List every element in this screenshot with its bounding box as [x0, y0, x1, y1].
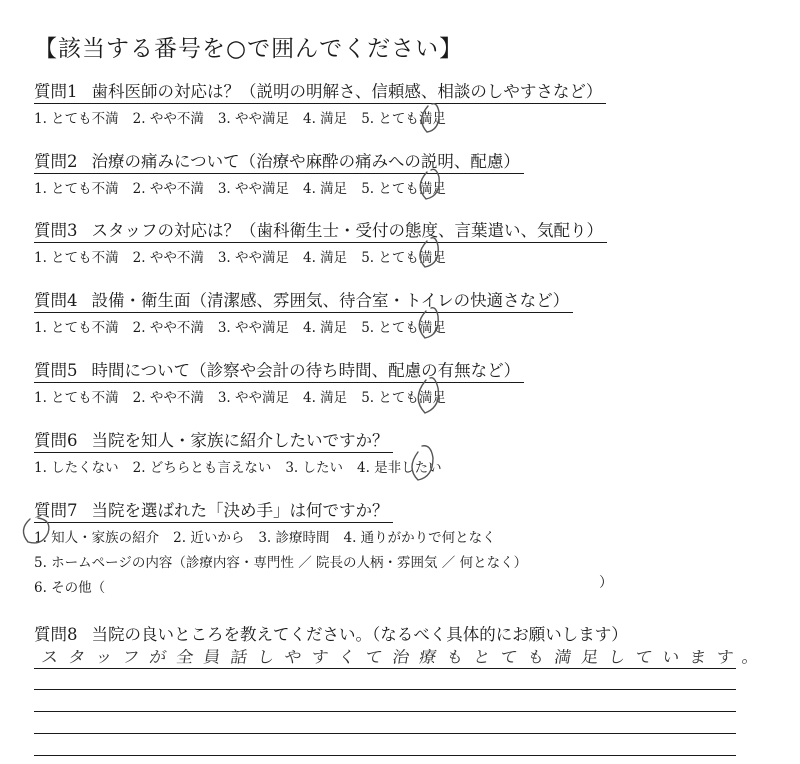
answer-line — [34, 689, 736, 690]
question-title: 質問5 時間について（診察や会計の待ち時間、配慮の有無など） — [34, 357, 524, 383]
question-title: 質問1 歯科医師の対応は？（説明の明解さ、信頼感、相談のしやすさなど） — [34, 78, 606, 104]
answer-options[interactable]: 1. とても不満 2. やや不満 3. やや満足 4. 満足 5. とても満足 — [34, 250, 446, 266]
answer-line — [34, 733, 736, 734]
answer-options-line-3[interactable]: 6. その他（ — [34, 580, 106, 596]
question-4 — [34, 287, 573, 336]
question-title: 質問7 当院を選ばれた「決め手」は何ですか？ — [34, 497, 393, 523]
question-5 — [34, 357, 524, 406]
answer-options-line-2[interactable]: 5. ホームページの内容（診療内容・専門性 ／ 院長の人柄・雰囲気 ／ 何となく） — [34, 555, 528, 571]
answer-options[interactable]: 1. 知人・家族の紹介 2. 近いから 3. 診療時間 4. 通りがかりで何となく — [34, 530, 496, 546]
question-title: 質問8 当院の良いところを教えてください。（なるべく具体的にお願いします） — [34, 625, 628, 644]
question-7 — [34, 497, 541, 596]
other-close-paren: ） — [599, 575, 613, 591]
answer-options[interactable]: 1. とても不満 2. やや不満 3. やや満足 4. 満足 5. とても満足 — [34, 181, 446, 197]
answer-options[interactable]: 1. とても不満 2. やや不満 3. やや満足 4. 満足 5. とても満足 — [34, 111, 446, 127]
answer-line — [34, 711, 736, 712]
answer-options[interactable]: 1. とても不満 2. やや不満 3. やや満足 4. 満足 5. とても満足 — [34, 320, 446, 336]
answer-line — [34, 755, 736, 756]
question-1 — [34, 78, 606, 127]
form-heading: 【該当する番号を○で囲んでください】 — [34, 36, 464, 62]
answer-options[interactable]: 1. したくない 2. どちらとも言えない 3. したい 4. 是非したい — [34, 460, 442, 476]
question-title: 質問4 設備・衛生面（清潔感、雰囲気、待合室・トイレの快適さなど） — [34, 287, 573, 313]
question-title: 質問3 スタッフの対応は？（歯科衛生士・受付の態度、言葉遣い、気配り） — [34, 217, 607, 243]
question-8 — [34, 621, 632, 646]
question-title: 質問2 治療の痛みについて（治療や麻酔の痛みへの説明、配慮） — [34, 148, 524, 174]
question-2 — [34, 148, 524, 197]
question-6 — [34, 427, 456, 476]
handwritten-answer[interactable]: スタッフが全員話しやすくて治療もとても満足しています。 — [40, 648, 771, 667]
question-3 — [34, 217, 607, 266]
answer-options[interactable]: 1. とても不満 2. やや不満 3. やや満足 4. 満足 5. とても満足 — [34, 390, 446, 406]
answer-line — [34, 668, 736, 669]
question-title: 質問6 当院を知人・家族に紹介したいですか？ — [34, 427, 393, 453]
